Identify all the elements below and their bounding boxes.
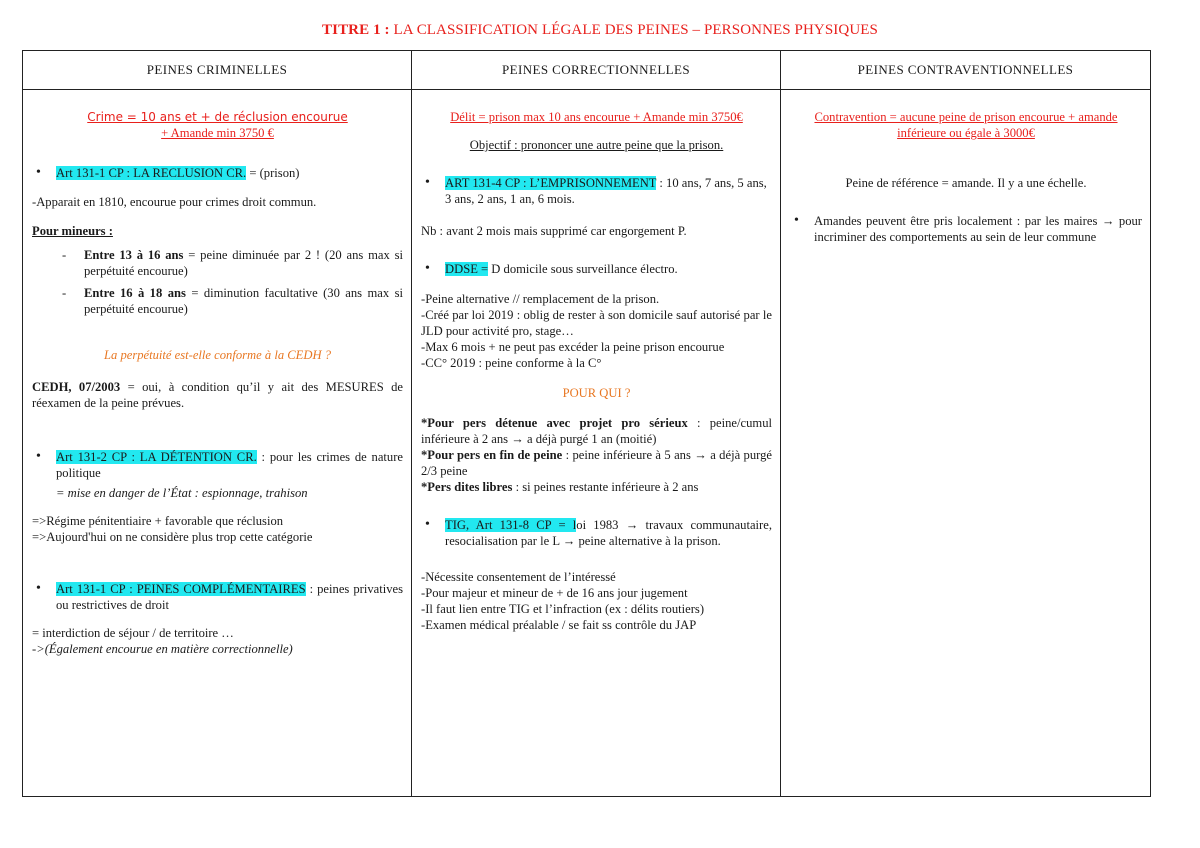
minors-heading: Pour mineurs :	[32, 224, 113, 238]
highlight-reclusion: Art 131-1 CP : LA RECLUSION CR.	[56, 166, 247, 180]
tig-line-2: -Pour majeur et mineur de + de 16 ans jour jugement	[421, 586, 688, 600]
complementaires-text: : peines privatives ou restrictives de droit	[56, 582, 403, 612]
emprisonnement-text: : 10 ans, 7 ans, 5 ans, 3 ans, 2 ans, 1 an, 6 mois.	[445, 176, 767, 206]
who-item-2	[421, 447, 772, 479]
who-2-label: *Pour pers en fin de peine	[421, 448, 563, 462]
minors-13-16-text: = peine diminuée par 2 ! (20 ans max si perpétuité encourue)	[84, 248, 403, 278]
title-prefix: TITRE 1 :	[322, 22, 390, 38]
delit-definition: Délit = prison max 10 ans encourue + Amande min 3750€	[450, 110, 743, 124]
column-criminelles	[23, 90, 412, 797]
cedh-answer	[32, 379, 403, 411]
who-item-1	[421, 415, 772, 447]
ddse-line-3: -Max 6 mois + ne peut pas excéder la peine prison encourue	[421, 340, 725, 354]
reference-line: Peine de référence = amande. Il y a une échelle.	[845, 176, 1087, 190]
cedh-text: = oui, à condition qu’il y ait des MESURES de réexamen de la peine prévues.	[32, 380, 403, 410]
title-text: LA CLASSIFICATION LÉGALE DES PEINES – PERSONNES PHYSIQUES	[389, 22, 878, 38]
column-contraventionnelles	[781, 90, 1151, 797]
cedh-question: La perpétuité est-elle conforme à la CEDH ?	[104, 348, 331, 362]
ddse-line-2: -Créé par loi 2019 : oblig de rester à son domicile sauf autorisé par le JLD pour activité pro, stage…	[421, 308, 772, 338]
reclusion-history: -Apparait en 1810, encourue pour crimes droit commun.	[32, 195, 317, 209]
regime-line-1: =>Régime pénitentiaire + favorable que réclusion	[32, 514, 284, 528]
tig-line-1: -Nécessite consentement de l’intéressé	[421, 570, 616, 584]
column-correctionnelles	[412, 90, 781, 797]
objectif-line: Objectif : prononcer une autre peine que la prison.	[469, 138, 724, 152]
highlight-ddse: DDSE =	[445, 262, 489, 276]
highlight-emprisonnement: ART 131-4 CP : L’EMPRISONNEMENT	[445, 176, 657, 190]
who-3-label: *Pers dites libres	[421, 480, 513, 494]
tig-line-4: -Examen médical préalable / se fait ss contrôle du JAP	[421, 618, 697, 632]
highlight-tig: TIG, Art 131-8 CP = l	[445, 518, 577, 532]
list-item-emprisonnement	[421, 175, 772, 207]
crime-definition: Crime = 10 ans et + de réclusion encourue	[87, 110, 348, 124]
crime-amende: + Amande min 3750 €	[161, 126, 274, 140]
who-item-3	[421, 479, 772, 495]
tig-line-3: -Il faut lien entre TIG et l’infraction (ex : délits routiers)	[421, 602, 705, 616]
header-contraventionnelles: PEINES CONTRAVENTIONNELLES	[781, 51, 1151, 90]
ddse-line-1: -Peine alternative // remplacement de la prison.	[421, 292, 660, 306]
list-item-minors-16-18	[32, 285, 403, 317]
who-1-label: *Pour pers détenue avec projet pro sérieux	[421, 416, 688, 430]
reclusion-text: = (prison)	[246, 166, 300, 180]
list-item-detention	[32, 449, 403, 481]
list-item-reclusion	[32, 165, 403, 181]
minors-16-18-text: = diminution facultative (30 ans max si perpétuité encourue)	[84, 286, 403, 316]
pour-qui-heading: POUR QUI ?	[562, 386, 631, 400]
who-3-text: : si peines restante inférieure à 2 ans	[512, 480, 699, 494]
cedh-ref: CEDH, 07/2003	[32, 380, 121, 394]
list-item-complementaires	[32, 581, 403, 613]
header-correctionnelles: PEINES CORRECTIONNELLES	[412, 51, 781, 90]
classification-table	[22, 50, 1151, 797]
ddse-line-4: -CC° 2019 : peine conforme à la C°	[421, 356, 602, 370]
highlight-complementaires: Art 131-1 CP : PEINES COMPLÉMENTAIRES	[56, 582, 306, 596]
list-item-amandes: • Amandes peuvent être pris localement : par les maires → pour incriminer des comportements au sein de leur commune	[790, 213, 1142, 245]
correctionnelle-note: ->(Également encourue en matière correctionnelle)	[32, 642, 293, 656]
content-row	[23, 90, 1151, 797]
list-item-ddse	[421, 261, 772, 277]
detention-text: : pour les crimes de nature politique	[56, 450, 403, 480]
interdiction-line: = interdiction de séjour / de territoire …	[32, 626, 234, 640]
detention-note: = mise en danger de l’État : espionnage, trahison	[56, 486, 308, 500]
minors-16-18-label: Entre 16 à 18 ans	[84, 286, 186, 300]
tig-text: oi 1983 → travaux communautaire, resocialisation par le L → peine alternative à la prison.	[445, 518, 772, 548]
who-2-text: : peine inférieure à 5 ans → a déjà purgé 2/3 peine	[421, 448, 772, 478]
minors-13-16-label: Entre 13 à 16 ans	[84, 248, 184, 262]
page-title	[0, 22, 1200, 39]
highlight-detention: Art 131-2 CP : LA DÉTENTION CR.	[56, 450, 257, 464]
list-item-minors-13-16	[32, 247, 403, 279]
regime-line-2: =>Aujourd'hui on ne considère plus trop cette catégorie	[32, 530, 313, 544]
list-item-tig	[421, 517, 772, 549]
contravention-definition: Contravention = aucune peine de prison encourue + amande inférieure ou égale à 3000€	[814, 110, 1118, 140]
ddse-text: D domicile sous surveillance électro.	[488, 262, 678, 276]
header-row	[23, 51, 1151, 90]
nb-line: Nb : avant 2 mois mais supprimé car engorgement P.	[421, 224, 687, 238]
header-criminelles: PEINES CRIMINELLES	[23, 51, 412, 90]
who-1-text: : peine/cumul inférieure à 2 ans → a déjà purgé 1 an (moitié)	[421, 416, 772, 446]
